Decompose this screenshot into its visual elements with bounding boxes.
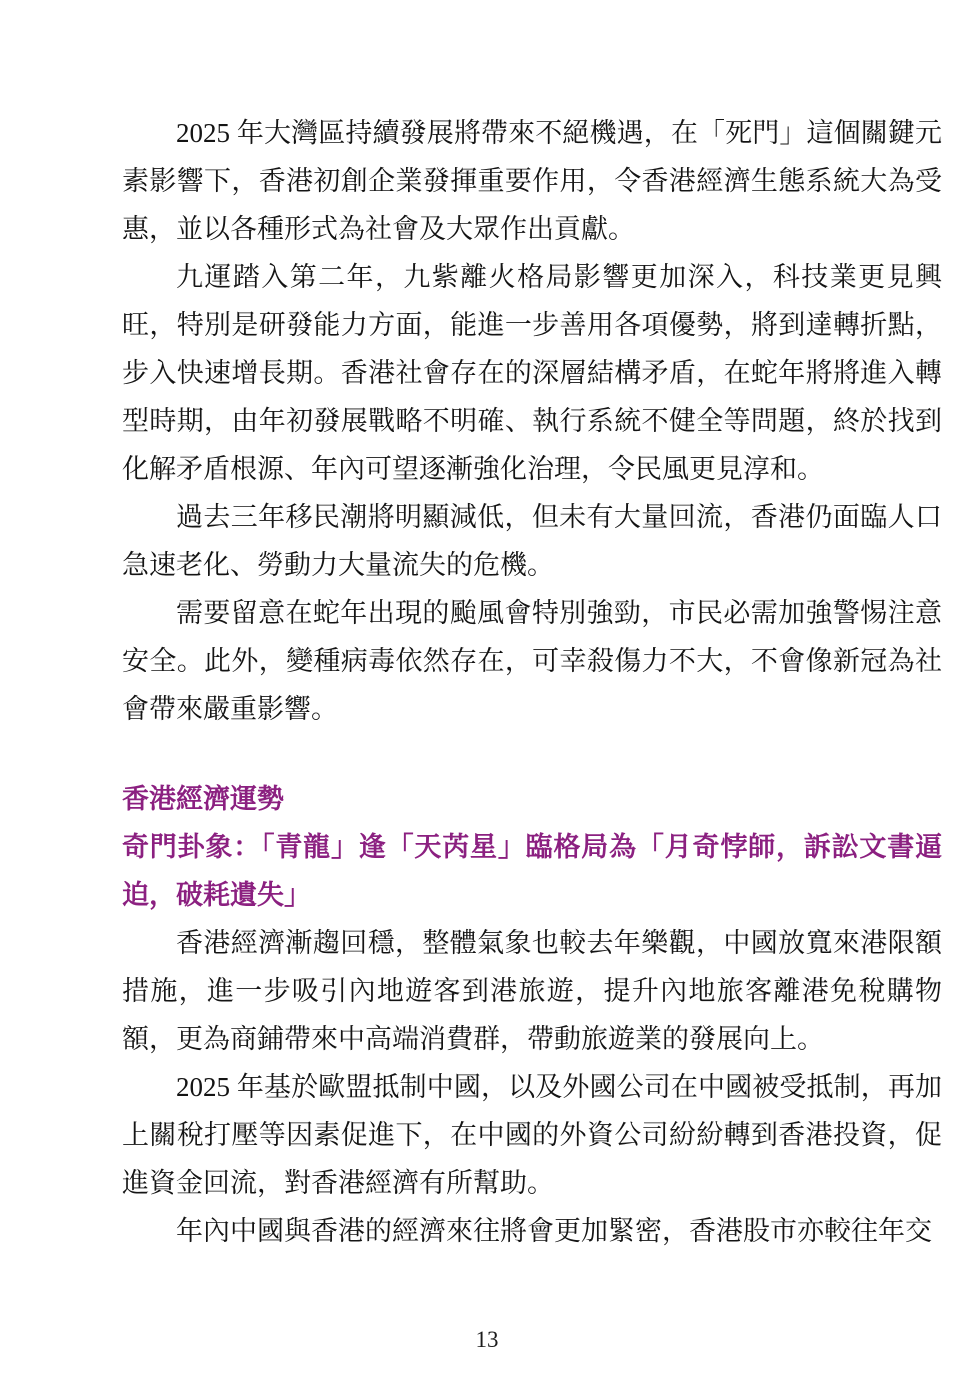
paragraph: 九運踏入第二年，九紫離火格局影響更加深入，科技業更見興旺，特別是研發能力方面，能進一步善用各項優勢，將到達轉折點，步入快速增長期。香港社會存在的深層結構矛盾，在蛇年將將進入轉型時期，由年初發展戰略不明確、執行系統不健全等問題，終於找到化解矛盾根源、年內可望逐漸強化治理，令民風更見淳和。 bbox=[122, 262, 942, 484]
page-content bbox=[122, 109, 942, 1255]
page-number: 13 bbox=[475, 1327, 499, 1352]
paragraph: 2025 年大灣區持續發展將帶來不絕機遇，在「死門」這個關鍵元素影響下，香港初創企業發揮重要作用，令香港經濟生態系統大為受惠，並以各種形式為社會及大眾作出貢獻。 bbox=[122, 118, 942, 244]
paragraph: 年內中國與香港的經濟來往將會更加緊密，香港股市亦較往年交 bbox=[176, 1216, 932, 1246]
paragraph: 香港經濟漸趨回穩，整體氣象也較去年樂觀，中國放寬來港限額措施，進一步吸引內地遊客到港旅遊，提升內地旅客離港免稅購物額，更為商鋪帶來中高端消費群，帶動旅遊業的發展向上。 bbox=[122, 928, 942, 1054]
section-title: 香港經濟運勢 bbox=[122, 784, 284, 814]
paragraph: 過去三年移民潮將明顯減低，但未有大量回流，香港仍面臨人口急速老化、勞動力大量流失的危機。 bbox=[122, 502, 942, 580]
page-footer bbox=[0, 1322, 974, 1358]
paragraph: 需要留意在蛇年出現的颱風會特別強勁，市民必需加強警惕注意安全。此外，變種病毒依然存在，可幸殺傷力不大，不會像新冠為社會帶來嚴重影響。 bbox=[122, 598, 942, 724]
paragraph: 2025 年基於歐盟抵制中國，以及外國公司在中國被受抵制，再加上關稅打壓等因素促進下，在中國的外資公司紛紛轉到香港投資，促進資金回流，對香港經濟有所幫助。 bbox=[122, 1072, 942, 1198]
section-subtitle: 奇門卦象：「青龍」逢「天芮星」臨格局為「月奇悖師，訴訟文書逼迫，破耗遺失」 bbox=[122, 832, 942, 910]
